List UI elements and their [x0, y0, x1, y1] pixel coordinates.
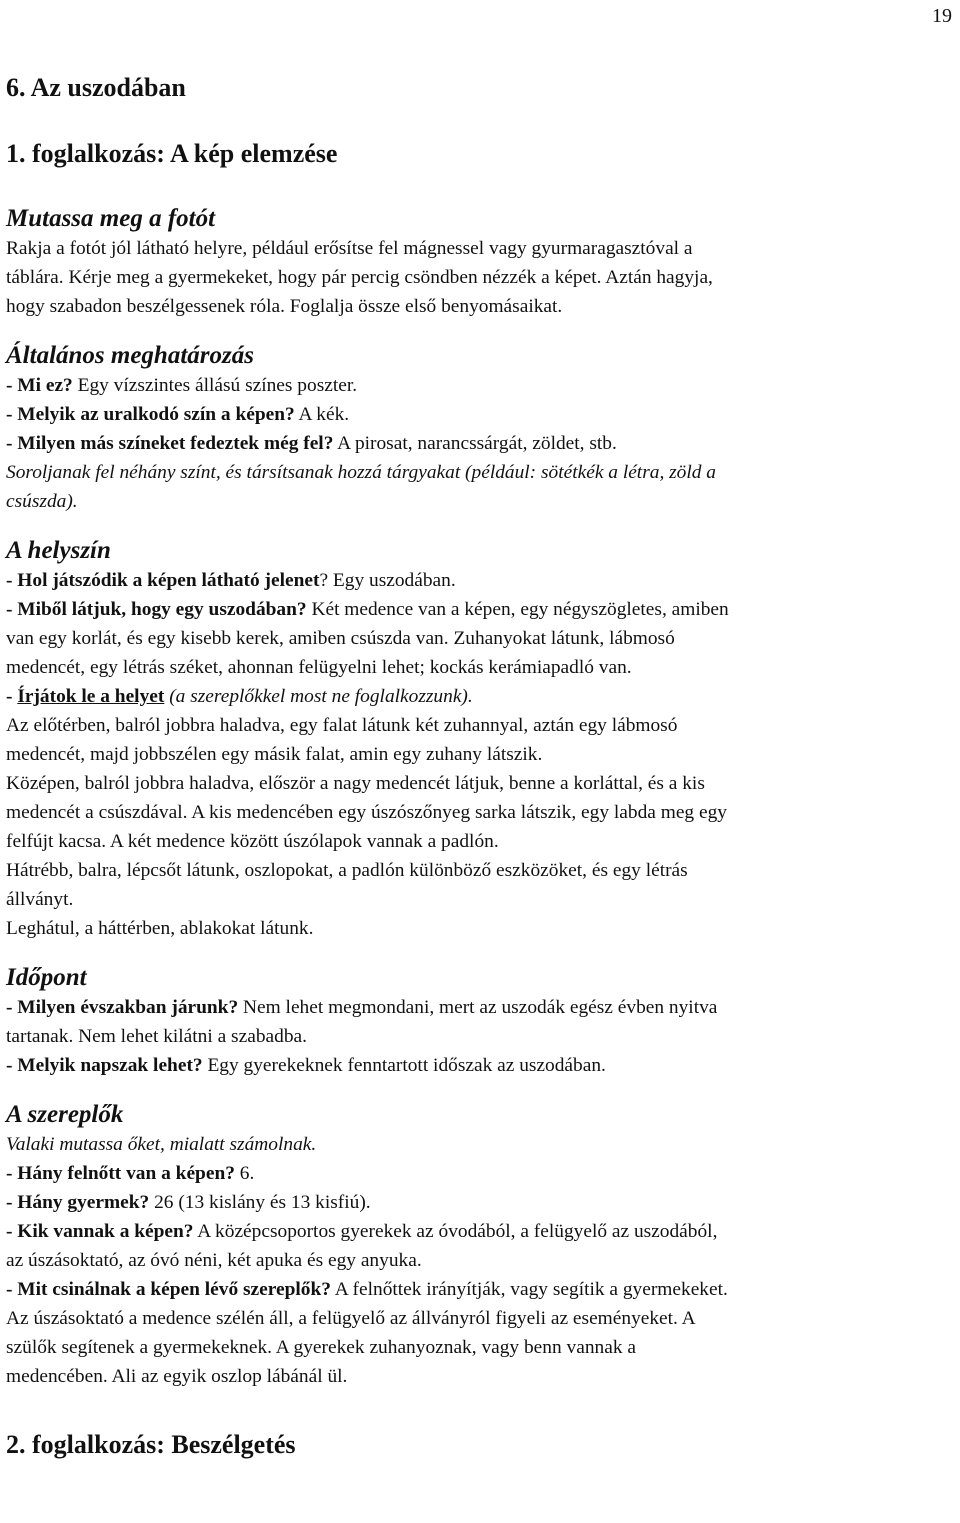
text-line: Középen, balról jobbra haladva, először a nagy medencét látjuk, benne a korláttal, és a kis: [6, 773, 705, 794]
instruction-line: Valaki mutassa őket, mialatt számolnak.: [6, 1134, 317, 1155]
qa-line: [6, 400, 954, 429]
question: - Hány gyermek?: [6, 1192, 150, 1213]
question: - Milyen évszakban járunk?: [6, 997, 239, 1018]
answer: A kék.: [294, 404, 350, 425]
text-line: az úszásoktató, az óvó néni, két apuka és egy anyuka.: [6, 1250, 422, 1271]
answer: ? Egy uszodában.: [319, 570, 456, 591]
text-line: medencét, egy létrás széket, ahonnan felügyelni lehet; kockás kerámiapadló van.: [6, 657, 632, 678]
qa-line: [6, 1159, 954, 1188]
text-line: medencét a csúszdával. A kis medencében egy úszószőnyeg sarka látszik, egy labda meg egy: [6, 802, 727, 823]
answer: A felnőttek irányítják, vagy segítik a gyermekeket.: [330, 1279, 728, 1300]
lesson-title: 1. foglalkozás: A kép elemzése: [6, 139, 338, 168]
qa-line: [6, 595, 954, 624]
text-line: van egy korlát, és egy kisebb kerek, amiben csúszda van. Zuhanyokat látunk, lábmosó: [6, 628, 675, 649]
qa-line: [6, 1275, 954, 1304]
question: - Mit csinálnak a képen lévő szereplők?: [6, 1279, 331, 1300]
qa-line: [6, 1051, 954, 1080]
text-line: Az úszásoktató a medence szélén áll, a felügyelő az állványról figyeli az eseményeket. A: [6, 1308, 696, 1329]
chapter-title: 6. Az uszodában: [6, 73, 186, 102]
question: - Melyik napszak lehet?: [6, 1055, 203, 1076]
text-line: Leghátul, a háttérben, ablakokat látunk.: [6, 918, 314, 939]
text-line: Az előtérben, balról jobbra haladva, egy falat látunk két zuhannyal, aztán egy lábmosó: [6, 715, 678, 736]
answer: Egy gyerekeknek fenntartott időszak az uszodában.: [202, 1055, 606, 1076]
question: - Melyik az uralkodó szín a képen?: [6, 404, 295, 425]
section-location: [6, 536, 954, 943]
text-line: szülők segítenek a gyermekeknek. A gyerekek zuhanyoznak, vagy benn vannak a: [6, 1337, 636, 1358]
section-heading: Időpont: [6, 964, 87, 991]
next-lesson-title: 2. foglalkozás: Beszélgetés: [6, 1430, 296, 1459]
text-line: medencében. Ali az egyik oszlop lábánál ül.: [6, 1366, 348, 1387]
section-heading: Általános meghatározás: [6, 342, 254, 369]
text-line: hogy szabadon beszélgessenek róla. Foglalja össze első benyomásaikat.: [6, 296, 563, 317]
section-heading: Mutassa meg a fotót: [6, 205, 216, 232]
page-number: 19: [932, 5, 952, 27]
section-characters: [6, 1100, 954, 1391]
section-time: [6, 963, 954, 1080]
document-body: [6, 72, 954, 1461]
qa-line: [6, 371, 954, 400]
question: - Miből látjuk, hogy egy uszodában?: [6, 599, 307, 620]
answer: Két medence van a képen, egy négyszögletes, amiben: [306, 599, 729, 620]
question: - Hol játszódik a képen látható jelenet: [6, 570, 320, 591]
qa-line: [6, 993, 954, 1022]
qa-line: [6, 1217, 954, 1246]
text-line: felfújt kacsa. A két medence között úszólapok vannak a padlón.: [6, 831, 499, 852]
qa-line: [6, 1188, 954, 1217]
qa-line: [6, 682, 954, 711]
qa-line: [6, 429, 954, 458]
answer: A középcsoportos gyerekek az óvodából, a felügyelő az uszodából,: [193, 1221, 718, 1242]
question: - Hány felnőtt van a képen?: [6, 1163, 235, 1184]
answer: 26 (13 kislány és 13 kisfiú).: [149, 1192, 371, 1213]
section-heading: A szereplők: [6, 1101, 124, 1128]
section-heading: A helyszín: [6, 537, 111, 564]
answer: Nem lehet megmondani, mert az uszodák egész évben nyitva: [238, 997, 718, 1018]
qa-line: [6, 566, 954, 595]
answer: A pirosat, narancssárgát, zöldet, stb.: [333, 433, 617, 454]
text-line: Rakja a fotót jól látható helyre, például erősítse fel mágnessel vagy gyurmaragasztóval a: [6, 238, 693, 259]
text-line: tartanak. Nem lehet kilátni a szabadba.: [6, 1026, 307, 1047]
question: - Milyen más színeket fedeztek még fel?: [6, 433, 334, 454]
section-general: [6, 341, 954, 516]
text-line: állványt.: [6, 889, 74, 910]
instruction-line: csúszda).: [6, 491, 78, 512]
question: - Mi ez?: [6, 375, 73, 396]
question: - Kik vannak a képen?: [6, 1221, 194, 1242]
text-line: táblára. Kérje meg a gyermekeket, hogy pár percig csöndben nézzék a képet. Aztán hagyja,: [6, 267, 713, 288]
section-show-photo: [6, 204, 954, 321]
question: Írjátok le a helyet: [17, 686, 165, 707]
question-dash: -: [6, 686, 18, 707]
text-line: medencét, majd jobbszélen egy másik falat, amin egy zuhany látszik.: [6, 744, 543, 765]
answer: 6.: [234, 1163, 255, 1184]
note: (a szereplőkkel most ne foglalkozzunk).: [169, 686, 473, 707]
instruction-line: Soroljanak fel néhány színt, és társítsanak hozzá tárgyakat (például: sötétkék a létra, zöld a: [6, 462, 717, 483]
text-line: Hátrébb, balra, lépcsőt látunk, oszlopokat, a padlón különböző eszközöket, és egy létrás: [6, 860, 688, 881]
answer: Egy vízszintes állású színes poszter.: [72, 375, 358, 396]
